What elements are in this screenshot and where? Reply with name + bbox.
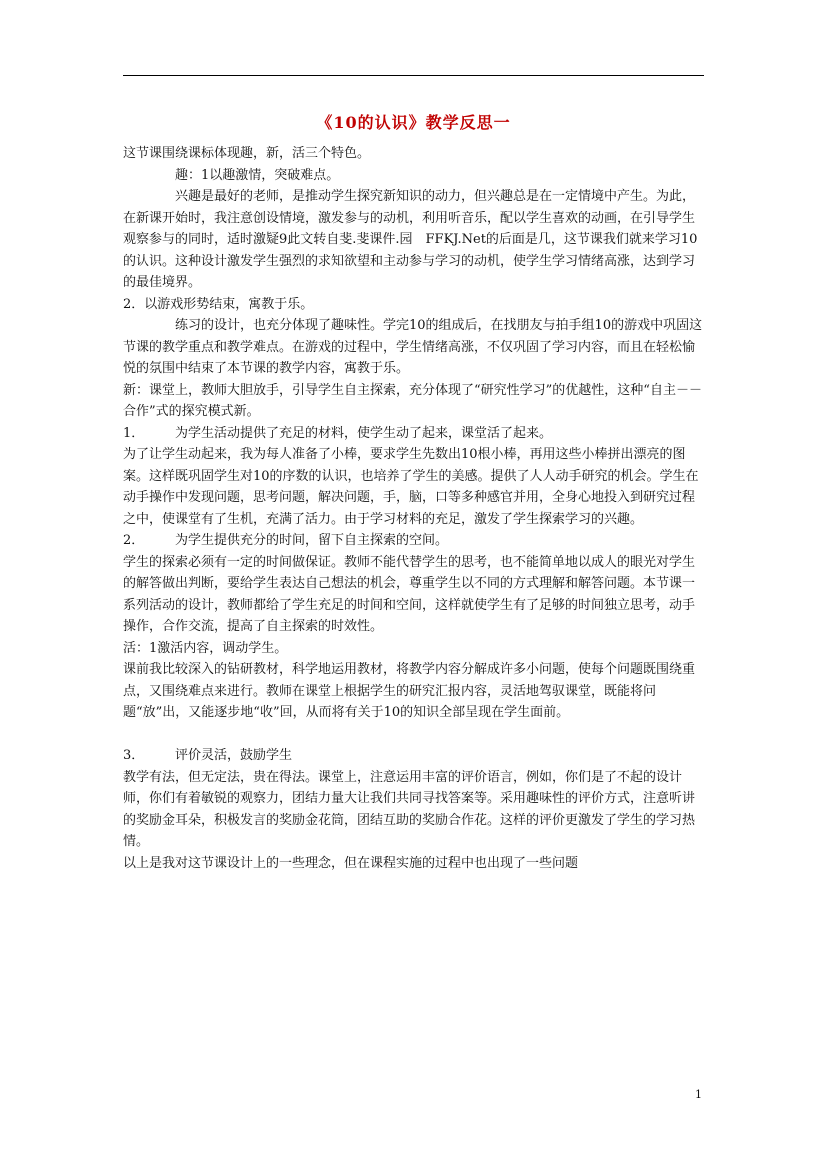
paragraph: 课前我比较深入的钻研教材，科学地运用教材，将教学内容分解成许多小问题，使每个问题既围绕重点，又围绕难点来进行。教师在课堂上根据学生的研究汇报内容，灵活地驾驭课堂，既能将问题“放”出，又能逐步地“收”回，从而将有关于10的知识全部呈现在学生面前。 bbox=[123, 662, 696, 720]
paragraph: 练习的设计，也充分体现了趣味性。学完10的组成后，在找朋友与拍手组10的游戏中巩固这节课的教学重点和教学难点。在游戏的过程中，学生情绪高涨，不仅巩固了学习内容，而且在轻松愉悦的氛围中结束了本节课的教学内容，寓教于乐。 bbox=[123, 318, 703, 376]
item-text: 为学生提供充分的时间，留下自主探索的空间。 bbox=[175, 533, 449, 548]
paragraph: 趣：1以趣激情，突破难点。 bbox=[175, 167, 340, 183]
item-number: 2． bbox=[123, 533, 145, 548]
paragraph: 教学有法，但无定法，贵在得法。课堂上，注意运用丰富的评价语言，例如，你们是了不起的设计师，你们有着敏锐的观察力，团结力量大让我们共同寻找答案等。采用趣味性的评价方式，注意听讲的奖励金耳朵，积极发言的奖励金花筒，团结互助的奖励合作花。这样的评价更激发了学生的学习热情。 bbox=[123, 769, 696, 849]
document-title: 《10的认识》教学反思一 bbox=[316, 113, 511, 132]
numbered-item bbox=[123, 745, 705, 767]
paragraph: 为了让学生动起来，我为每人准备了小棒，要求学生先数出10根小棒，再用这些小棒拼出漂亮的图案。这样既巩固学生对10的序数的认识，也培养了学生的美感。提供了人人动手研究的机会。学生在动手操作中发现问题，思考问题，解决问题，手，脑，口等多种感官并用，全身心地投入到研究过程之中，使课堂有了生机，充满了活力。由于学习材料的充足，激发了学生探索学习的兴趣。 bbox=[123, 447, 699, 527]
item-number: 1． bbox=[123, 425, 145, 441]
numbered-item bbox=[123, 530, 705, 552]
numbered-item bbox=[123, 423, 705, 445]
item-text: 为学生活动提供了充足的材料，使学生动了起来，课堂活了起来。 bbox=[175, 425, 553, 441]
document-body bbox=[123, 143, 705, 874]
paragraph: 2．以游戏形势结束，寓教于乐。 bbox=[123, 296, 314, 312]
paragraph: 兴趣是最好的老师，是推动学生探究新知识的动力，但兴趣总是在一定情境中产生。为此，在新课开始时，我注意创设情境，激发参与的动机，利用听音乐，配以学生喜欢的动画，在引导学生观察参与的同时，适时激疑9此文转自斐.斐课件.园 FFKJ.Net的后面是几，这节课我们就来学习10的认识。这种设计激发学生强烈的求知欲望和主动参与学习的动机，使学生学习情绪高涨，达到学习的最佳境界。 bbox=[123, 189, 698, 290]
item-number: 3． bbox=[123, 748, 145, 763]
item-text: 评价灵活，鼓励学生 bbox=[175, 748, 293, 763]
blank-line bbox=[123, 724, 705, 746]
page-number: 1 bbox=[695, 1088, 702, 1101]
paragraph: 这节课围绕课标体现趣，新，活三个特色。 bbox=[123, 146, 371, 161]
paragraph: 以上是我对这节课设计上的一些理念，但在课程实施的过程中也出现了一些问题 bbox=[123, 855, 579, 871]
paragraph: 新：课堂上，教师大胆放手，引导学生自主探索，充分体现了“研究性学习”的优越性，这种“自主－－合作”式的探究模式新。 bbox=[123, 382, 702, 419]
paragraph: 学生的探索必须有一定的时间做保证。教师不能代替学生的思考，也不能简单地以成人的眼光对学生的解答做出判断，要给学生表达自己想法的机会，尊重学生以不同的方式理解和解答问题。本节课一系列活动的设计，教师都给了学生充足的时间和空间，这样就使学生有了足够的时间独立思考，动手操作，合作交流，提高了自主探索的时效性。 bbox=[123, 554, 696, 634]
paragraph: 活：1激活内容，调动学生。 bbox=[123, 640, 288, 656]
header-rule bbox=[123, 75, 704, 76]
